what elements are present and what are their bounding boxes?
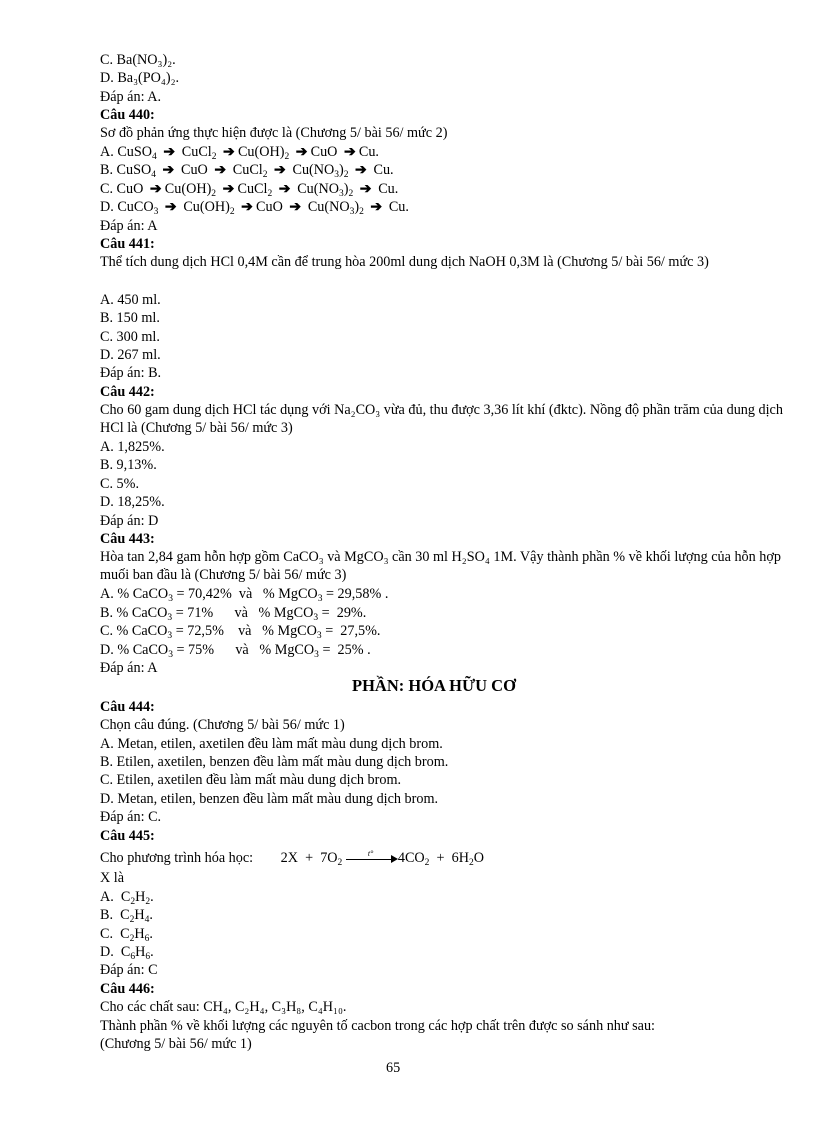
q446-text-3: (Chương 5/ bài 56/ mức 1) [100, 1036, 252, 1052]
q445-equation: Cho phương trình hóa học: $2X + 7O_2$ t° $4CO_2 + 6H_2O$ [100, 849, 484, 867]
q443-answer: Đáp án: A [100, 660, 158, 676]
q445-option-d: D. $C_6H_6$. [100, 944, 154, 962]
q446-text: Cho các chất sau: CH₄, C₂H₄, C₃H₈, C₄H₁₀. [100, 999, 347, 1015]
q440-text: Sơ đồ phản ứng thực hiện được là (Chương 5/ bài 56/ mức 2) [100, 125, 448, 141]
q440-option-b: B. CuSO$_4$ ➔ CuO ➔ CuCl$_2$ ➔ $Cu(NO_3)_2$ ➔ Cu. [100, 162, 394, 180]
arrow-icon: ➔ [164, 199, 177, 215]
q441-title: Câu 441: [100, 236, 155, 252]
arrow-icon: ➔ [274, 162, 286, 178]
page-number: 65 [386, 1060, 401, 1076]
q443-option-c: C. % CaCO$_3$ = 72,5% và % MgCO$_3$ = 27,5%. [100, 623, 381, 641]
q440-option-d: D. CuCO$_3$ ➔ $Cu(OH)_2$ ➔ CuO ➔ $Cu(NO_3)_2$ ➔ Cu. [100, 199, 409, 217]
q442-option-a: A. 1,825%. [100, 439, 165, 455]
reaction-arrow-icon [346, 848, 398, 865]
q439-answer: Đáp án: A. [100, 89, 162, 105]
arrow-icon: ➔ [359, 181, 372, 197]
q445-text: Cho phương trình hóa học: [100, 850, 254, 866]
q444-title: Câu 444: [100, 699, 155, 715]
q444-option-a: A. Metan, etilen, axetilen đều làm mất màu dung dịch brom. [100, 736, 443, 752]
q445-option-c: C. $C_2H_6$. [100, 926, 153, 944]
q441-option-b: B. 150 ml. [100, 310, 160, 326]
arrow-condition-label: t° [367, 848, 374, 858]
q443-option-a: A. % CaCO$_3$ = 70,42% và % MgCO$_3$ = 29,58% . [100, 586, 389, 604]
q440-option-c: C. CuO ➔ $Cu(OH)_2$ ➔ CuCl$_2$ ➔ $Cu(NO_3)_2$ ➔ Cu. [100, 181, 399, 199]
q441-text: Thể tích dung dịch HCl 0,4M cần để trung hòa 200ml dung dịch NaOH 0,3M là (Chương 5/ bài 56/ mức 3) [100, 254, 709, 270]
q444-option-c: C. Etilen, axetilen đều làm mất màu dung dịch brom. [100, 772, 402, 788]
q442-option-b: B. 9,13%. [100, 457, 157, 473]
arrow-icon: ➔ [343, 144, 356, 160]
q443-text: Hòa tan 2,84 gam hỗn hợp gồm CaCO₃ và MgCO₃ cần 30 ml H₂SO₄ 1M. Vậy thành phần % về khối lượng của hỗn hợp muối ban đầu là (Chương 5/ bài 56/ mức 3) [100, 549, 781, 583]
arrow-icon: ➔ [222, 181, 235, 197]
q441-option-a: A. 450 ml. [100, 292, 161, 308]
arrow-icon: ➔ [278, 181, 291, 197]
arrow-icon: ➔ [214, 162, 227, 178]
q440-title: Câu 440: [100, 107, 155, 123]
q445-option-a: A. $C_2H_2$. [100, 889, 154, 907]
section-title: PHẦN: HÓA HỮU CƠ [352, 676, 516, 695]
q439-option-d: D. Ba₃(PO₄)₂. [100, 70, 180, 86]
arrow-icon: ➔ [163, 144, 176, 160]
arrow-icon: ➔ [355, 162, 367, 178]
q442-option-d: D. 18,25%. [100, 494, 165, 510]
q440-option-a: A. CuSO$_4$ ➔ CuCl$_2$ ➔ $Cu(OH)_2$ ➔ CuO ➔ Cu. [100, 144, 379, 162]
arrow-icon: ➔ [295, 144, 308, 160]
arrow-icon: ➔ [289, 199, 302, 215]
q442-title: Câu 442: [100, 384, 155, 400]
arrow-icon: ➔ [241, 199, 254, 215]
q439-option-c: C. Ba(NO₃)₂. [100, 52, 176, 68]
q441-answer: Đáp án: B. [100, 365, 162, 381]
q446-text-2: Thành phần % về khối lượng các nguyên tố cacbon trong các hợp chất trên được so sánh như sau: [100, 1018, 655, 1034]
q445-option-b: B. $C_2H_4$. [100, 907, 153, 925]
q442-text: Cho 60 gam dung dịch HCl tác dụng với Na₂CO₃ vừa đủ, thu được 3,36 lít khí (đktc). Nồng độ phần trăm của dung dịch HCl là (Chương 5/ bài 56/ mức 3) [100, 402, 783, 436]
q442-answer: Đáp án: D [100, 513, 159, 529]
q444-text: Chọn câu đúng. (Chương 5/ bài 56/ mức 1) [100, 717, 345, 733]
q444-option-b: B. Etilen, axetilen, benzen đều làm mất màu dung dịch brom. [100, 754, 449, 770]
q443-option-b: B. % CaCO$_3$ = 71% và % MgCO$_3$ = 29%. [100, 605, 367, 623]
arrow-icon: ➔ [223, 144, 235, 160]
q443-option-d: D. % CaCO$_3$ = 75% và % MgCO$_3$ = 25% . [100, 642, 371, 660]
arrow-icon: ➔ [149, 181, 162, 197]
q444-option-d: D. Metan, etilen, benzen đều làm mất màu dung dịch brom. [100, 791, 439, 807]
q441-option-d: D. 267 ml. [100, 347, 161, 363]
q446-title: Câu 446: [100, 981, 155, 997]
arrow-icon: ➔ [370, 199, 383, 215]
q444-answer: Đáp án: C. [100, 809, 162, 825]
q441-option-c: C. 300 ml. [100, 329, 160, 345]
arrow-icon: ➔ [162, 162, 175, 178]
q442-option-c: C. 5%. [100, 476, 140, 492]
q445-title: Câu 445: [100, 828, 155, 844]
q440-answer: Đáp án: A [100, 218, 158, 234]
q443-title: Câu 443: [100, 531, 155, 547]
q445-x-label: X là [100, 870, 125, 886]
q445-answer: Đáp án: C [100, 962, 158, 978]
